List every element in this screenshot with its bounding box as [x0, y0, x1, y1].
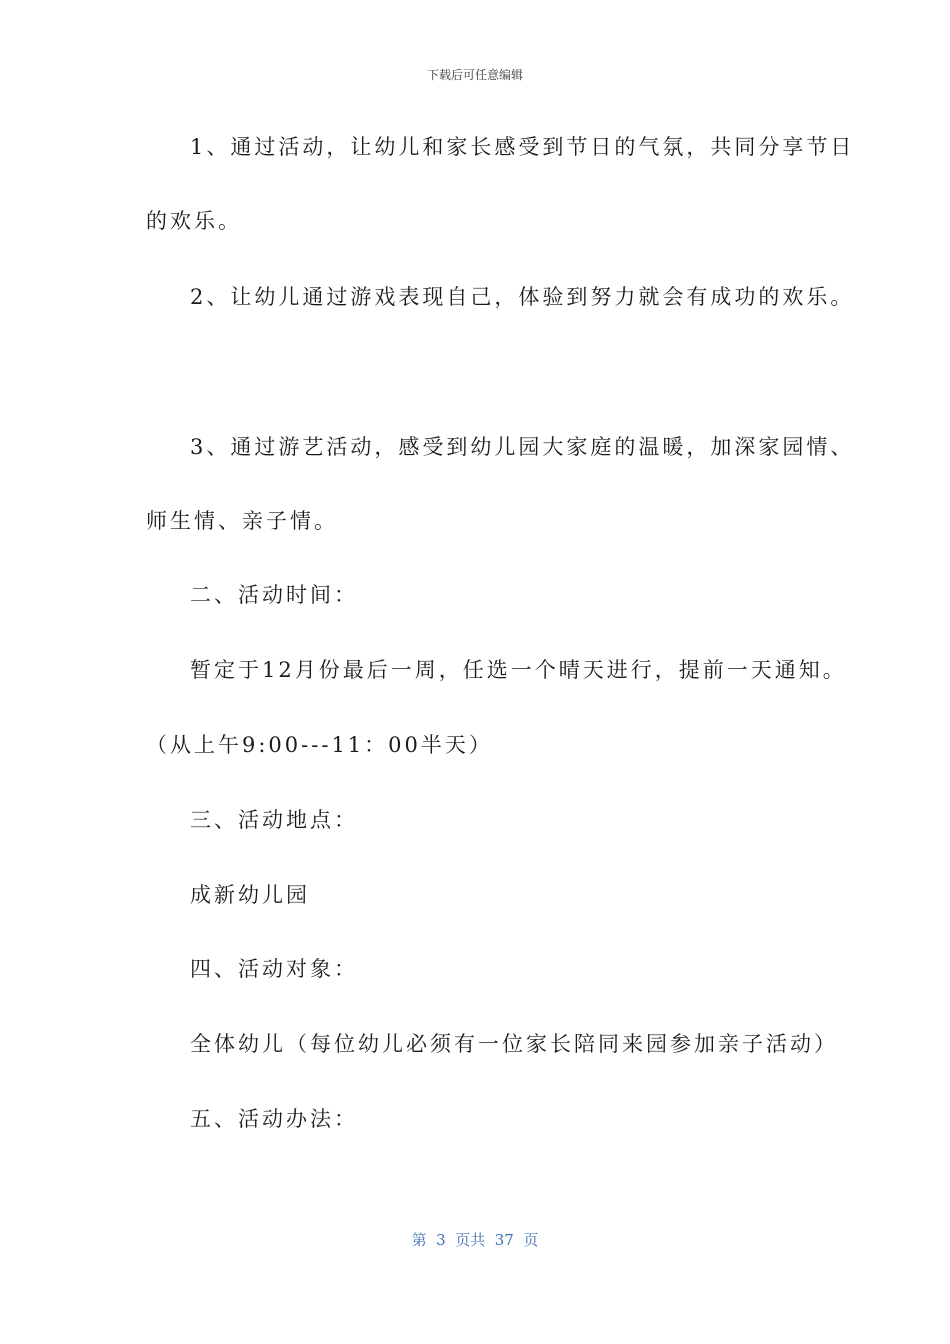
paragraph-line-12: 全体幼儿（每位幼儿必须有一位家长陪同来园参加亲子活动） — [190, 1032, 838, 1056]
paragraph-line-8: （从上午9:00---11：00半天） — [146, 733, 493, 757]
paragraph-line-3: 2、让幼儿通过游戏表现自己，体验到努力就会有成功的欢乐。 — [190, 285, 855, 309]
paragraph-line-7: 暂定于12月份最后一周，任选一个晴天进行，提前一天通知。 — [190, 658, 847, 682]
paragraph-line-2: 的欢乐。 — [146, 209, 242, 233]
page-header: 下载后可任意编辑 — [426, 68, 523, 82]
paragraph-line-1: 1、通过活动，让幼儿和家长感受到节日的气氛，共同分享节日 — [190, 135, 855, 159]
paragraph-line-5: 师生情、亲子情。 — [146, 509, 338, 533]
section-heading-target: 四、活动对象： — [190, 957, 358, 981]
section-heading-method: 五、活动办法： — [190, 1107, 358, 1131]
section-heading-time: 二、活动时间： — [190, 583, 358, 607]
paragraph-line-4: 3、通过游艺活动，感受到幼儿园大家庭的温暖，加深家园情、 — [190, 435, 855, 459]
page-footer: 第 3 页共 37 页 — [411, 1231, 539, 1249]
paragraph-line-10: 成新幼儿园 — [190, 883, 310, 907]
section-heading-location: 三、活动地点： — [190, 808, 358, 832]
